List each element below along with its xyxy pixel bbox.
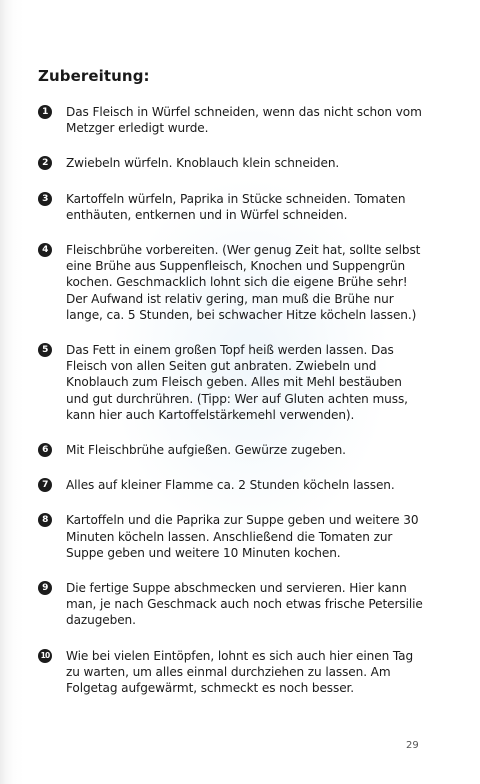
step-number-badge: 3 [38, 192, 52, 206]
step-text: Wie bei vielen Eintöpfen, lohnt es sich auch hier einen Tag zu warten, um alles einmal durchziehen zu lassen. Am Folgetag aufgewärmt, schmeckt es noch besser. [66, 648, 414, 696]
step-item [38, 342, 428, 423]
page-number: 29 [406, 740, 419, 751]
step-item [38, 648, 428, 697]
section-heading: Zubereitung: [38, 67, 150, 85]
step-text: Das Fett in einem großen Topf heiß werden lassen. Das Fleisch von allen Seiten gut anbraten. Zwiebeln und Knoblauch zum Fleisch geben. Alles mit Mehl bestäuben und gut durchrühren. (Tipp: Wer auf Gluten achten muss, kann hier auch Kartoffelstärkemehl verwenden). [66, 343, 408, 422]
preparation-steps [38, 104, 428, 715]
step-number-badge: 6 [38, 443, 52, 457]
step-text: Zwiebeln würfeln. Knoblauch klein schneiden. [66, 156, 340, 171]
step-item [38, 477, 428, 493]
step-number-badge: 10 [38, 649, 52, 663]
step-text: Die fertige Suppe abschmecken und servieren. Hier kann man, je nach Geschmack auch noch etwas frische Petersilie dazugeben. [66, 581, 423, 628]
step-text: Mit Fleischbrühe aufgießen. Gewürze zugeben. [66, 443, 346, 458]
step-item [38, 512, 428, 561]
step-number-badge: 8 [38, 513, 52, 527]
step-number-badge: 5 [38, 343, 52, 357]
step-number-badge: 4 [38, 243, 52, 257]
step-text: Kartoffeln würfeln, Paprika in Stücke schneiden. Tomaten enthäuten, entkernen und in Würfel schneiden. [66, 191, 406, 222]
step-item [38, 580, 428, 629]
step-item [38, 104, 428, 136]
step-item [38, 155, 428, 171]
step-text: Alles auf kleiner Flamme ca. 2 Stunden köcheln lassen. [66, 478, 395, 493]
step-item [38, 191, 428, 223]
step-number-badge: 1 [38, 105, 52, 119]
step-number-badge: 7 [38, 478, 52, 492]
step-text: Kartoffeln und die Paprika zur Suppe geben und weitere 30 Minuten köcheln lassen. Anschließend die Tomaten zur Suppe geben und weitere 10 Minuten kochen. [66, 513, 419, 560]
step-text: Fleischbrühe vorbereiten. (Wer genug Zeit hat, sollte selbst eine Brühe aus Suppenfleisch, Knochen und Suppengrün kochen. Geschmacklich lohnt sich die eigene Brühe sehr! Der Aufwand ist relativ gering, man muß die Brühe nur lange, ca. 5 Stunden, bei schwacher Hitze köcheln lassen.) [66, 243, 421, 322]
step-text: Das Fleisch in Würfel schneiden, wenn das nicht schon vom Metzger erledigt wurde. [66, 105, 422, 136]
step-item [38, 242, 428, 323]
step-number-badge: 9 [38, 581, 52, 595]
step-item [38, 442, 428, 458]
step-number-badge: 2 [38, 156, 52, 170]
